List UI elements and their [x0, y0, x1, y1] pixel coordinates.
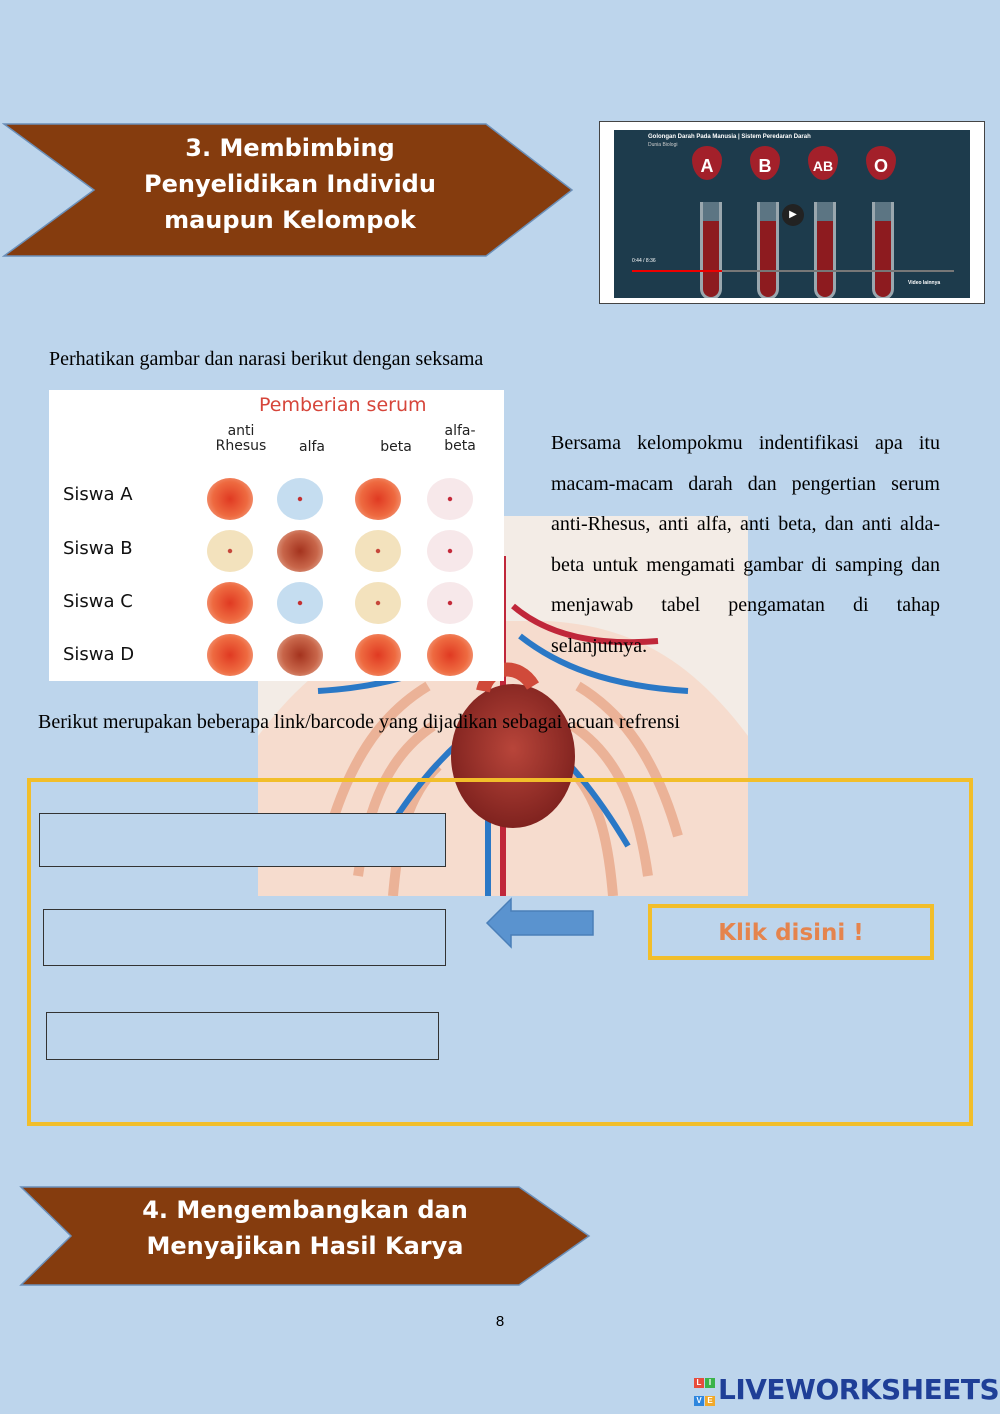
sample-speckled [355, 530, 401, 572]
sample-clotted [207, 634, 253, 676]
sample-speckled [277, 582, 323, 624]
section-4-banner [19, 1185, 591, 1287]
sample-speckled [277, 478, 323, 520]
sample-clotted [277, 634, 323, 676]
section-3-banner [2, 122, 574, 258]
sample-clotted [207, 478, 253, 520]
sample-clotted [355, 478, 401, 520]
column-header-alfa: alfa [299, 439, 325, 455]
sample-speckled [427, 582, 473, 624]
description-paragraph: Bersama kelompokmu indentifikasi apa itu macam-macam darah dan pengertian serum anti-Rhesus, anti alfa, anti beta, dan anti alda-beta untuk mengamati gambar di samping dan menjawab tabel pengamatan di tahap selanjutnya. [551, 432, 940, 657]
click-here-button[interactable]: Klik disini ! [648, 904, 934, 960]
section-4-title-line-1: 4. Mengembangkan dan [142, 1196, 468, 1224]
section-3-title-line-3: maupun Kelompok [164, 206, 416, 234]
sample-speckled [207, 530, 253, 572]
logo-squares-icon: L I V E [694, 1378, 716, 1414]
video-next-label[interactable]: Video lainnya [908, 280, 941, 286]
sample-speckled [427, 478, 473, 520]
video-embed[interactable] [599, 121, 985, 304]
row-label-siswa-a: Siswa A [63, 484, 133, 505]
sample-clotted [355, 634, 401, 676]
column-header-beta: beta [380, 439, 412, 455]
video-channel: Dunia Biologi [648, 142, 678, 148]
column-header-anti-rhesus: anti Rhesus [215, 423, 267, 454]
page-number: 8 [495, 1313, 505, 1330]
sample-clotted [277, 530, 323, 572]
test-tube [757, 202, 779, 298]
column-header-alfa-beta: alfa- beta [444, 423, 476, 454]
section-4-title [105, 1192, 505, 1264]
section-3-title [120, 130, 460, 238]
serum-image-title: Pemberian serum [259, 394, 427, 416]
video-time: 0:44 / 8:36 [632, 258, 656, 264]
intro-text: Perhatikan gambar dan narasi berikut dengan seksama [49, 348, 484, 370]
test-tube [814, 202, 836, 298]
section-4-title-line-2: Menyajikan Hasil Karya [146, 1232, 464, 1260]
section-3-title-line-1: 3. Membimbing [185, 134, 395, 162]
sample-speckled [355, 582, 401, 624]
sample-speckled [427, 530, 473, 572]
serum-test-image [49, 390, 504, 681]
link-field-2[interactable] [43, 909, 446, 966]
test-tube [700, 202, 722, 298]
link-field-3[interactable] [46, 1012, 439, 1060]
blood-drop-a: A [692, 146, 722, 180]
link-field-1[interactable] [39, 813, 446, 867]
blood-drop-b: B [750, 146, 780, 180]
sample-clotted [427, 634, 473, 676]
links-intro-text: Berikut merupakan beberapa link/barcode yang dijadikan sebagai acuan refrensi [38, 711, 680, 733]
test-tube [872, 202, 894, 298]
video-frame[interactable] [614, 130, 970, 298]
left-arrow-icon [485, 897, 595, 949]
blood-drop-o: O [866, 146, 896, 180]
row-label-siswa-c: Siswa C [63, 591, 133, 612]
logo-text: LIVEWORKSHEETS [718, 1373, 1000, 1406]
sample-clotted [207, 582, 253, 624]
video-progress-bar[interactable] [632, 270, 954, 272]
blood-drop-ab: AB [808, 146, 838, 180]
section-3-title-line-2: Penyelidikan Individu [144, 170, 436, 198]
video-title: Golongan Darah Pada Manusia | Sistem Peredaran Darah [648, 134, 811, 140]
row-label-siswa-d: Siswa D [63, 644, 135, 665]
row-label-siswa-b: Siswa B [63, 538, 133, 559]
play-icon[interactable]: ▶ [782, 204, 804, 226]
